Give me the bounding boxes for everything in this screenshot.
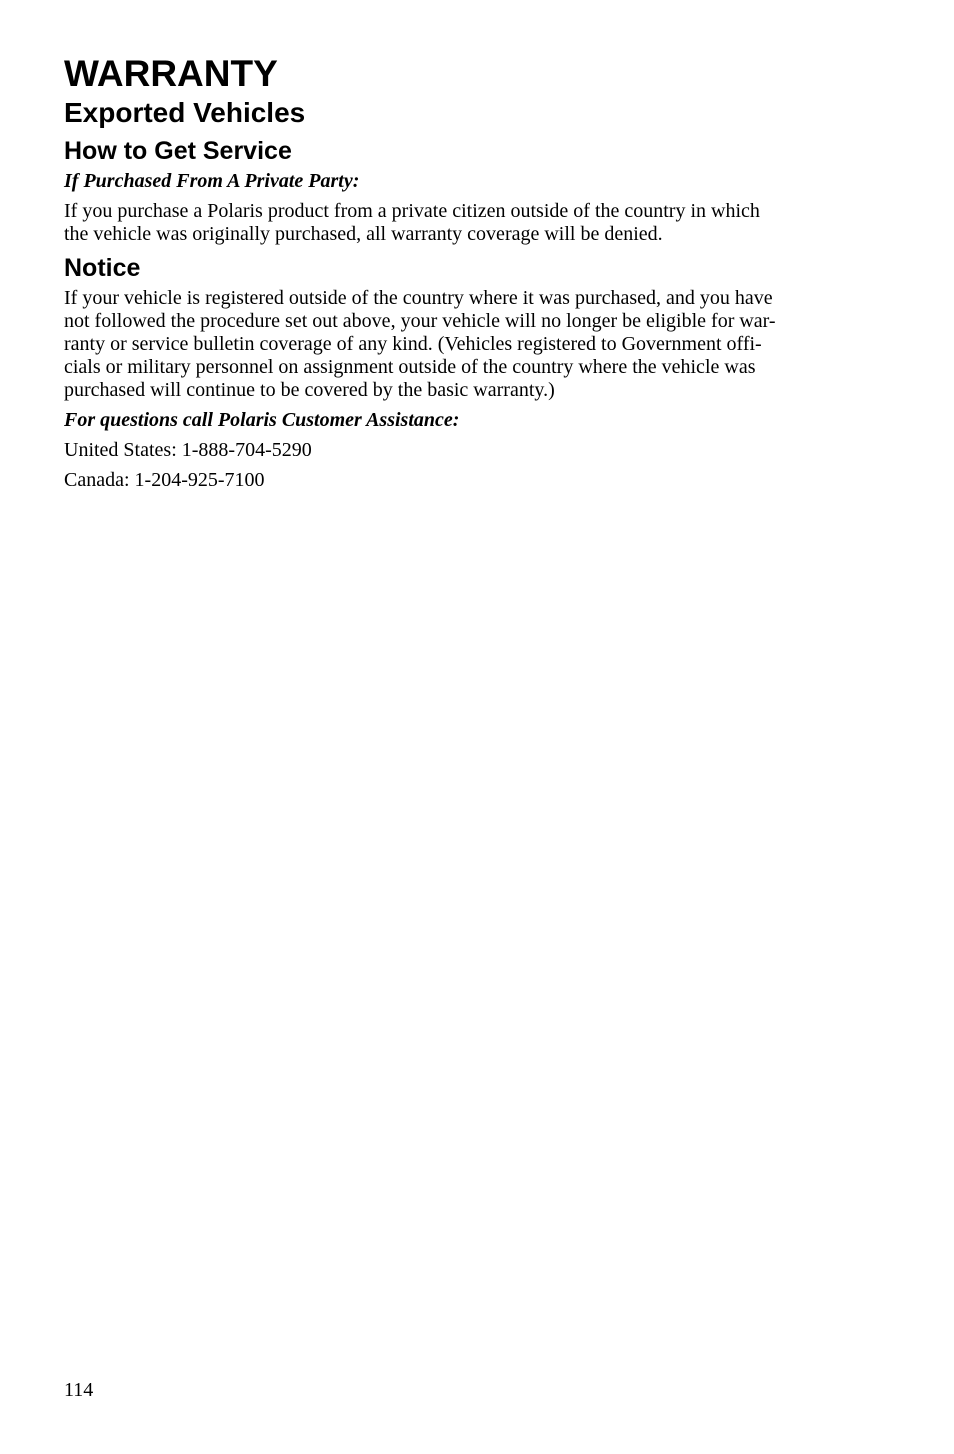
paragraph-line: If you purchase a Polaris product from a private citizen outside of the country in which bbox=[64, 200, 760, 222]
page-number: 114 bbox=[64, 1379, 94, 1401]
contact-us: United States: 1-888-704-5290 bbox=[64, 439, 312, 461]
private-party-subheading: If Purchased From A Private Party: bbox=[64, 170, 360, 192]
page-title: WARRANTY bbox=[64, 53, 278, 94]
contact-canada: Canada: 1-204-925-7100 bbox=[64, 469, 265, 491]
service-heading: How to Get Service bbox=[64, 137, 292, 165]
questions-subheading: For questions call Polaris Customer Assistance: bbox=[64, 409, 460, 431]
notice-heading: Notice bbox=[64, 254, 141, 282]
paragraph-line: cials or military personnel on assignment outside of the country where the vehicle was bbox=[64, 356, 756, 378]
page-content bbox=[64, 52, 864, 499]
notice-paragraph bbox=[64, 287, 864, 402]
paragraph-line: ranty or service bulletin coverage of any kind. (Vehicles registered to Government offi- bbox=[64, 333, 762, 355]
paragraph-line: purchased will continue to be covered by the basic warranty.) bbox=[64, 379, 555, 401]
section-heading: Exported Vehicles bbox=[64, 97, 306, 128]
private-party-paragraph bbox=[64, 200, 864, 246]
paragraph-line: the vehicle was originally purchased, all warranty coverage will be denied. bbox=[64, 223, 663, 245]
paragraph-line: not followed the procedure set out above, your vehicle will no longer be eligible for war- bbox=[64, 310, 776, 332]
paragraph-line: If your vehicle is registered outside of the country where it was purchased, and you have bbox=[64, 287, 773, 309]
